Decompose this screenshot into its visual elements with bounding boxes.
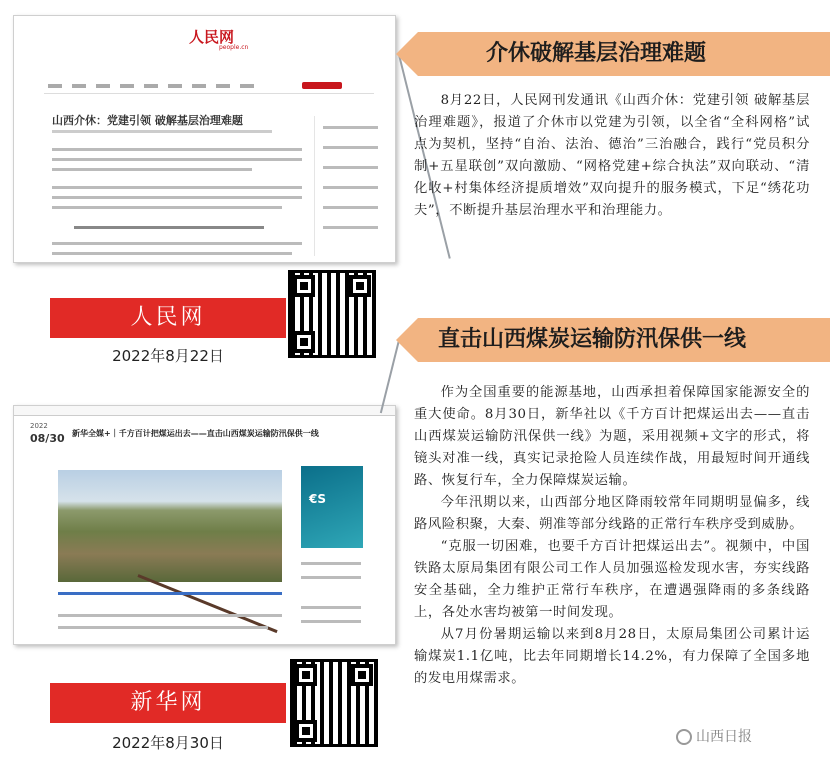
article-meta: [52, 130, 272, 133]
nav-item: [48, 84, 62, 88]
text-line: [323, 126, 378, 129]
qr-finder: [349, 275, 371, 297]
article-1-body: [414, 90, 810, 222]
nav-item: [144, 84, 158, 88]
text-line: [301, 606, 361, 609]
advert-logo: €S: [309, 492, 326, 506]
text-line: [323, 166, 378, 169]
text-line: [52, 168, 252, 171]
text-line: [74, 226, 264, 229]
xinhua-breadcrumb-bar: [14, 406, 395, 416]
nav-item: [120, 84, 134, 88]
source-badge-people: 人民网: [50, 298, 286, 338]
text-line: [52, 158, 302, 161]
xinhua-screenshot: [13, 405, 396, 645]
nav-item: [192, 84, 206, 88]
headline-1: 介休破解基层治理难题: [418, 32, 830, 76]
sidebar: [314, 116, 384, 256]
qr-finder: [295, 720, 317, 742]
watermark: [676, 726, 752, 746]
nav-item: [96, 84, 110, 88]
text-line: [58, 592, 282, 595]
side-advert: [301, 466, 363, 548]
qr-finder: [293, 275, 315, 297]
publish-date-1: 2022年8月22日: [112, 347, 224, 365]
people-daily-article-title: 山西介休：党建引领 破解基层治理难题: [52, 114, 243, 127]
headline-arrow: [396, 318, 418, 362]
article-2-paragraph: 从7月份暑期运输以来到8月28日，太原局集团公司累计运输煤炭1.1亿吨，比去年同期增长14.2%，有力保障了全国多地的发电用煤需求。: [414, 627, 810, 686]
article-2-paragraph: 作为全国重要的能源基地，山西承担着保障国家能源安全的重大使命。8月30日，新华社以《千方百计把煤运出去——直击山西煤炭运输防汛保供一线》为题，采用视频+文字的形式，将镜头对准一线，真实记录抢险人员连续作战，用最短时间开通线路、恢复行车，全力保障煤炭运输。: [414, 385, 810, 488]
watermark-icon: [676, 729, 692, 745]
text-line: [52, 186, 302, 189]
text-line: [301, 620, 361, 623]
xinhua-date-md: 08/30: [30, 432, 65, 445]
watermark-text: 山西日报: [696, 729, 752, 745]
text-line: [301, 562, 361, 565]
article-1-paragraph: 8月22日，人民网刊发通讯《山西介休：党建引领 破解基层治理难题》，报道了介休市以党建为引领，以全省“全科网格”试点为契机，坚持“自治、法治、德治”三治融合，践行“党员积分制+五星联创”双向激励、“网格党建+综合执法”双向联动、“清化收+村集体经济提质增效”双向提升的服务模式，下足“绣花功夫”，不断提升基层治理水平和治理能力。: [414, 93, 810, 218]
nav-item: [168, 84, 182, 88]
text-line: [323, 186, 378, 189]
text-line: [323, 146, 378, 149]
headline-arrow: [396, 32, 418, 76]
text-line: [52, 196, 302, 199]
people-daily-logo-sub: people.cn: [219, 44, 249, 51]
qr-finder: [295, 664, 317, 686]
nav-item: [216, 84, 230, 88]
train-track: [137, 574, 277, 633]
login-button: [302, 82, 342, 89]
text-line: [58, 626, 268, 629]
text-line: [58, 614, 282, 617]
text-line: [323, 226, 378, 229]
text-line: [301, 576, 361, 579]
article-2-paragraph: 今年汛期以来，山西部分地区降雨较常年同期明显偏多，线路风险积聚，大秦、朔准等部分线路的正常行车秩序受到威胁。: [414, 495, 810, 532]
xinhua-date-year: 2022: [30, 422, 48, 430]
text-line: [323, 206, 378, 209]
article-2-body: [414, 382, 810, 690]
headline-2: 直击山西煤炭运输防汛保供一线: [418, 318, 830, 362]
people-daily-screenshot: [13, 15, 396, 263]
qr-code: [290, 659, 378, 747]
article-2-paragraph: “克服一切困难，也要千方百计把煤运出去”。视频中，中国铁路太原局集团有限公司工作人员加强巡检发现水害，夯实线路安全基础，全力维护正常行车秩序，在遭遇强降雨的多条线路上，各处水害均被第一时间发现。: [414, 539, 810, 620]
text-line: [52, 148, 302, 151]
nav-item: [72, 84, 86, 88]
publish-date-2: 2022年8月30日: [112, 734, 224, 752]
text-line: [52, 252, 292, 255]
qr-finder: [351, 664, 373, 686]
nav-item: [240, 84, 254, 88]
text-line: [52, 206, 282, 209]
qr-code: [288, 270, 376, 358]
people-daily-logo: 人民网: [189, 28, 235, 46]
source-badge-xinhua: 新华网: [50, 683, 286, 723]
qr-finder: [293, 331, 315, 353]
xinhua-article-title: 新华全媒+｜千方百计把煤运出去——直击山西煤炭运输防汛保供一线: [72, 429, 319, 438]
text-line: [52, 242, 302, 245]
railway-photo: [58, 470, 282, 582]
